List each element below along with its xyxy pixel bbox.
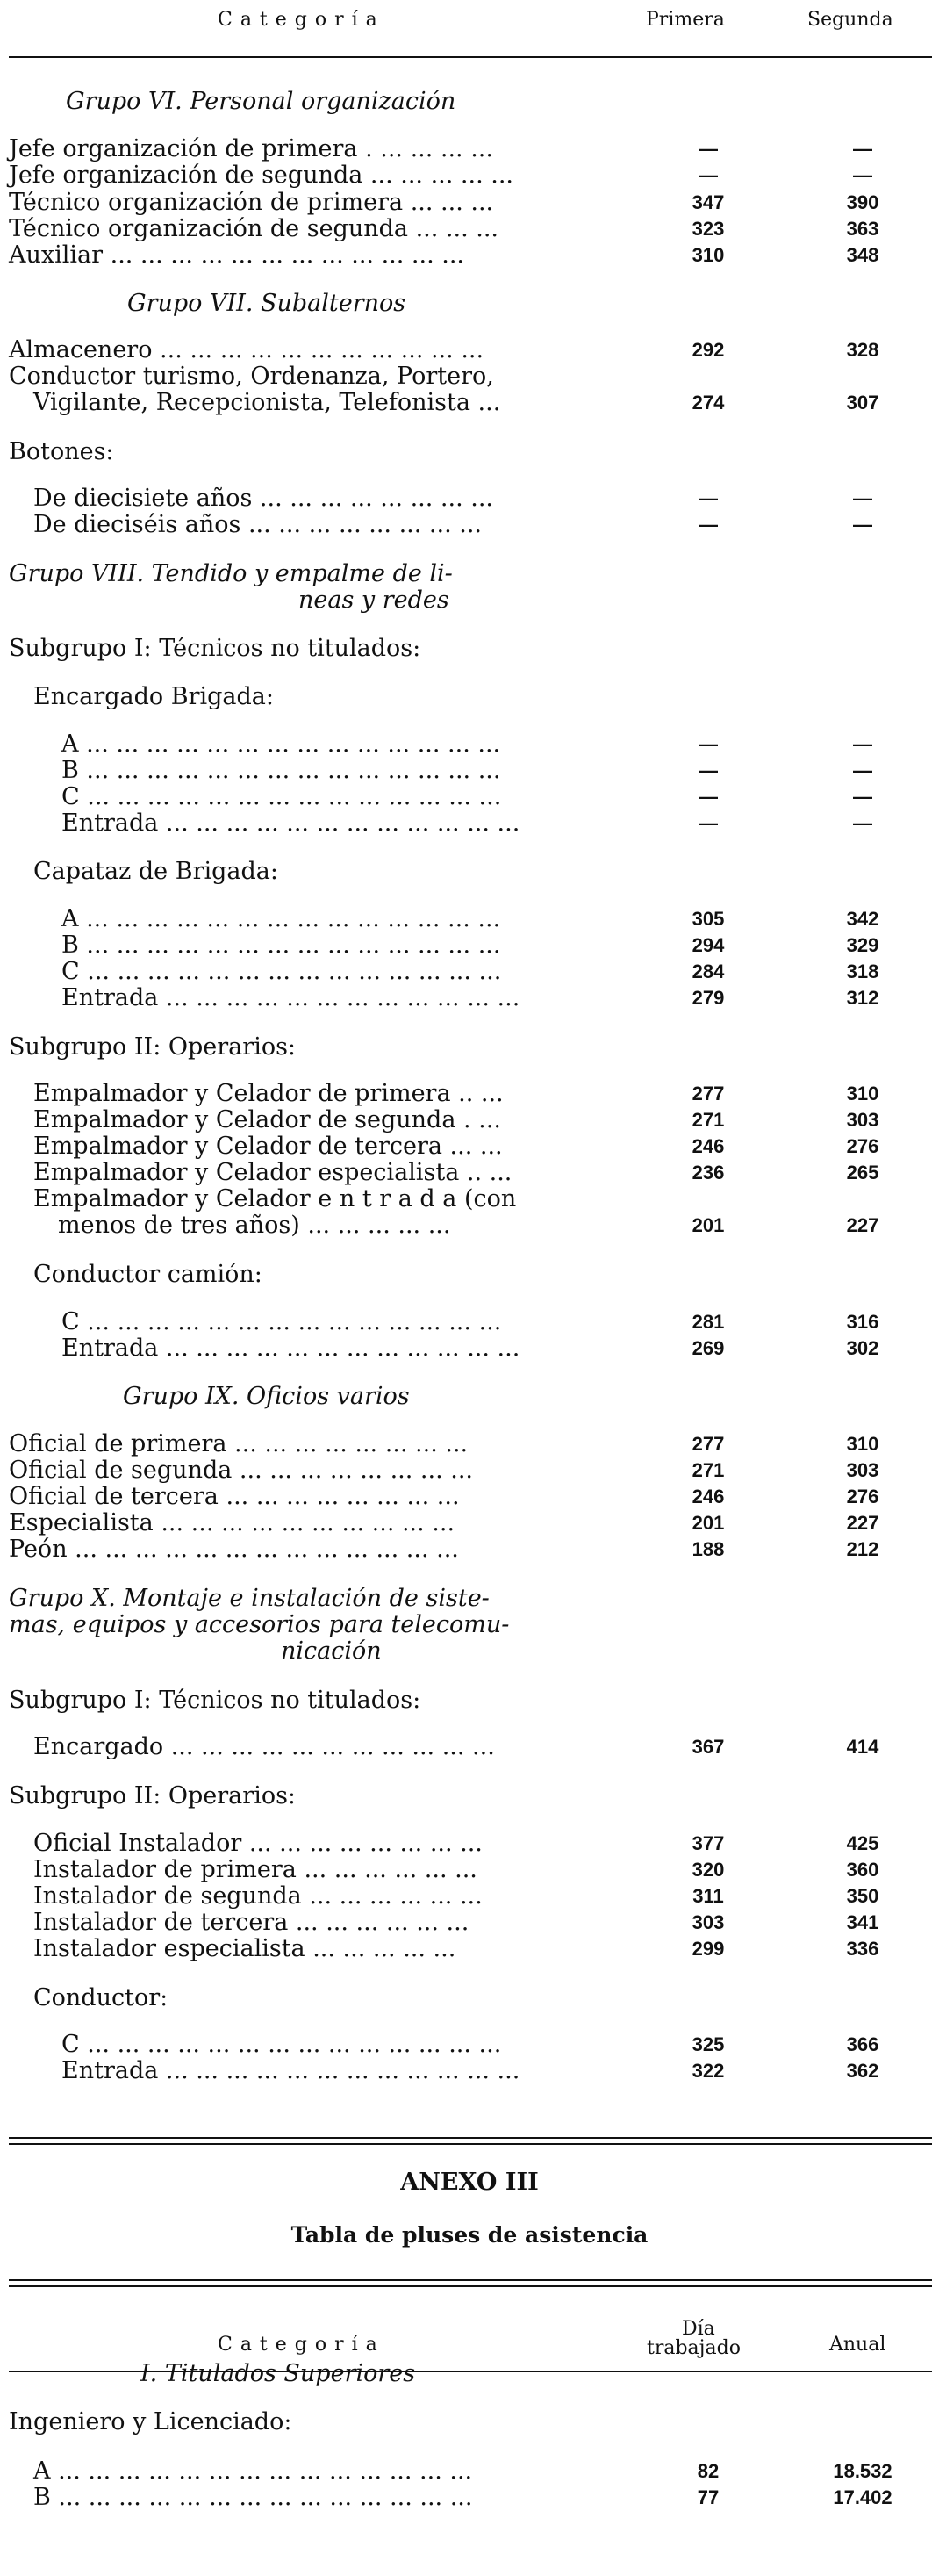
- row-label: Encargado ... ... ... ... ... ... ... ... ... ... ...: [33, 1733, 495, 1760]
- group-heading: Grupo VI. Personal organización: [66, 88, 456, 115]
- row-value-2: 318: [846, 961, 879, 982]
- table-row: [0, 1335, 939, 1362]
- row-value-2: 425: [846, 1832, 879, 1854]
- table-row: [0, 1212, 939, 1239]
- row-value-1: 281: [692, 1311, 725, 1333]
- row-value-1: 236: [692, 1162, 725, 1184]
- row-label: C ... ... ... ... ... ... ... ... ... ... ... ... ... ...: [61, 783, 502, 810]
- table-row: [0, 136, 939, 162]
- table-row: [0, 1734, 939, 1760]
- row-label: Empalmador y Celador e n t r a d a (con: [33, 1185, 517, 1212]
- row-label: Jefe organización de primera . ... ... ... ...: [9, 135, 493, 162]
- separator-double-bottom: [9, 2143, 932, 2145]
- row-value-2: —: [853, 733, 872, 755]
- table-row: [0, 1431, 939, 1457]
- row-value-1: 269: [692, 1337, 725, 1359]
- row-value-2: —: [853, 487, 872, 509]
- subgroup-label: Botones:: [9, 438, 114, 465]
- row-value-1: 277: [692, 1433, 725, 1455]
- row-value-2: 350: [846, 1885, 879, 1907]
- header2-categoria: C a t e g o r í a: [218, 2334, 378, 2356]
- row-label: Oficial de tercera ... ... ... ... ... ... ... ...: [9, 1483, 460, 1510]
- header-rule-1: [9, 56, 932, 58]
- table-row: [0, 1510, 939, 1536]
- row-label: Empalmador y Celador de tercera ... ...: [33, 1133, 503, 1160]
- row-label: menos de tres años) ... ... ... ... ...: [58, 1212, 451, 1239]
- row-value-1: 294: [692, 934, 725, 956]
- row-label: Técnico organización de primera ... ... ...: [9, 189, 494, 216]
- group-heading: Grupo IX. Oficios varios: [123, 1383, 410, 1410]
- row-value-2: 302: [846, 1337, 879, 1359]
- table-row: [0, 1910, 939, 1936]
- row-value-2: —: [853, 514, 872, 536]
- row-label: Oficial de primera ... ... ... ... ... ... ... ...: [9, 1430, 469, 1457]
- row-value-2: 265: [846, 1162, 879, 1184]
- row-value-2: 276: [846, 1135, 879, 1157]
- row-label: Instalador de segunda ... ... ... ... ... ...: [33, 1882, 483, 1910]
- row-value-2: —: [853, 786, 872, 808]
- table-row: [0, 1883, 939, 1910]
- subgroup-label: Subgrupo I: Técnicos no titulados:: [9, 1687, 421, 1714]
- row-value-1: —: [699, 733, 718, 755]
- row-value-1: 201: [692, 1512, 725, 1534]
- row-value-1: 284: [692, 961, 725, 982]
- row-value-2: 414: [846, 1736, 879, 1758]
- row-value-1: 303: [692, 1911, 725, 1933]
- row-label: Almacenero ... ... ... ... ... ... ... ... ... ... ...: [9, 336, 484, 363]
- row-value-2: 276: [846, 1486, 879, 1507]
- table-row: [0, 1831, 939, 1857]
- row-label: Entrada ... ... ... ... ... ... ... ... ... ... ... ...: [61, 809, 520, 837]
- row-value-2: 310: [846, 1083, 879, 1105]
- row-label: C ... ... ... ... ... ... ... ... ... ... ... ... ... ...: [61, 2031, 502, 2058]
- subgroup-label: Subgrupo I: Técnicos no titulados:: [9, 635, 421, 662]
- row-value-1: 305: [692, 908, 725, 930]
- row-label: A ... ... ... ... ... ... ... ... ... ... ... ... ... ...: [33, 2457, 473, 2485]
- table-row: [0, 2058, 939, 2084]
- row-label: Conductor turismo, Ordenanza, Portero,: [9, 363, 494, 390]
- header2-trabajado: trabajado: [647, 2337, 741, 2359]
- row-label: Instalador de tercera ... ... ... ... ... ...: [33, 1909, 470, 1936]
- table-row: [0, 2485, 939, 2511]
- group-heading: I. Titulados Superiores: [140, 2360, 416, 2387]
- row-value-1: —: [699, 138, 718, 160]
- table-row: [0, 1936, 939, 1962]
- row-label: Entrada ... ... ... ... ... ... ... ... ... ... ... ...: [61, 2057, 520, 2084]
- row-value-1: 246: [692, 1135, 725, 1157]
- row-value-1: 347: [692, 191, 725, 213]
- table-row: [0, 190, 939, 216]
- row-value-1: 299: [692, 1938, 725, 1960]
- row-value-2: 307: [846, 392, 879, 414]
- row-label: Oficial de segunda ... ... ... ... ... ... ... ...: [9, 1457, 473, 1484]
- table-row: [0, 784, 939, 810]
- table-row: [0, 959, 939, 985]
- row-value-1: 201: [692, 1214, 725, 1236]
- row-value-1: 311: [692, 1885, 724, 1907]
- row-value-1: —: [699, 786, 718, 808]
- row-label: A ... ... ... ... ... ... ... ... ... ... ... ... ... ...: [61, 905, 501, 932]
- table-row: [0, 363, 939, 390]
- row-value-2: 342: [846, 908, 879, 930]
- annex-subtitle: Tabla de pluses de asistencia: [290, 2222, 649, 2248]
- row-value-1: —: [699, 487, 718, 509]
- row-value-2: 362: [846, 2060, 879, 2082]
- header-primera: Primera: [646, 9, 725, 31]
- table-row: [0, 758, 939, 784]
- row-value-2: 348: [846, 244, 879, 266]
- annex-title: ANEXO III: [400, 2169, 539, 2196]
- row-value-2: 18.532: [833, 2460, 892, 2482]
- row-value-2: 303: [846, 1459, 879, 1481]
- row-value-1: —: [699, 164, 718, 186]
- row-value-1: 325: [692, 2033, 725, 2055]
- row-value-2: 366: [846, 2033, 879, 2055]
- table-row: [0, 1457, 939, 1484]
- group-heading: Grupo X. Montaje e instalación de siste-: [9, 1585, 490, 1612]
- table-row: [0, 337, 939, 363]
- table-row: [0, 242, 939, 269]
- row-value-1: —: [699, 514, 718, 536]
- group-heading: mas, equipos y accesorios para telecomu-: [9, 1611, 510, 1638]
- row-value-2: 316: [846, 1311, 879, 1333]
- row-value-2: 360: [846, 1859, 879, 1881]
- row-value-1: 367: [692, 1736, 725, 1758]
- row-label: De diecisiete años ... ... ... ... ... ... ... ...: [33, 485, 493, 512]
- row-value-1: 246: [692, 1486, 725, 1507]
- row-value-1: 188: [692, 1538, 725, 1560]
- row-value-1: 320: [692, 1859, 725, 1881]
- row-value-1: 279: [692, 987, 725, 1009]
- table-row: [0, 216, 939, 242]
- row-label: Entrada ... ... ... ... ... ... ... ... ... ... ... ...: [61, 1335, 520, 1362]
- table-row: [0, 932, 939, 959]
- table-row: [0, 1484, 939, 1510]
- row-label: Técnico organización de segunda ... ... ...: [9, 215, 498, 242]
- row-label: C ... ... ... ... ... ... ... ... ... ... ... ... ... ...: [61, 1308, 502, 1335]
- row-value-1: 292: [692, 339, 725, 361]
- table-row: [0, 985, 939, 1011]
- row-label: B ... ... ... ... ... ... ... ... ... ... ... ... ... ...: [61, 932, 501, 959]
- table-row: [0, 486, 939, 512]
- table-row: [0, 731, 939, 758]
- row-value-1: —: [699, 759, 718, 781]
- row-label: Jefe organización de segunda ... ... ... ... ...: [9, 162, 514, 189]
- subgroup-label: Encargado Brigada:: [33, 683, 274, 710]
- row-value-2: 312: [846, 987, 879, 1009]
- header-segunda: Segunda: [807, 9, 893, 31]
- row-value-2: —: [853, 759, 872, 781]
- row-label: Auxiliar ... ... ... ... ... ... ... ... ... ... ... ...: [9, 241, 464, 269]
- table-row: [0, 1309, 939, 1335]
- row-label: Instalador de primera ... ... ... ... ... ...: [33, 1856, 477, 1883]
- subgroup-label: Capataz de Brigada:: [33, 858, 278, 885]
- row-label: Empalmador y Celador de segunda . ...: [33, 1106, 501, 1133]
- table-row: [0, 390, 939, 416]
- row-label: Entrada ... ... ... ... ... ... ... ... ... ... ... ...: [61, 984, 520, 1011]
- separator-double-top-2: [9, 2279, 932, 2281]
- row-label: A ... ... ... ... ... ... ... ... ... ... ... ... ... ...: [61, 730, 501, 758]
- row-value-2: 227: [846, 1512, 879, 1534]
- row-value-2: 303: [846, 1109, 879, 1131]
- row-value-2: —: [853, 164, 872, 186]
- row-value-2: 227: [846, 1214, 879, 1236]
- group-heading: nicación: [281, 1637, 382, 1665]
- row-value-2: 328: [846, 339, 879, 361]
- row-value-2: 336: [846, 1938, 879, 1960]
- row-value-2: 390: [846, 191, 879, 213]
- header2-dia: Día: [682, 2318, 715, 2340]
- row-value-1: 77: [697, 2486, 720, 2508]
- row-label: B ... ... ... ... ... ... ... ... ... ... ... ... ... ...: [61, 757, 501, 784]
- row-value-1: 271: [692, 1459, 725, 1481]
- row-label: Instalador especialista ... ... ... ... ...: [33, 1935, 456, 1962]
- row-value-2: 212: [846, 1538, 879, 1560]
- row-value-1: 82: [697, 2460, 720, 2482]
- row-value-2: 329: [846, 934, 879, 956]
- row-label: Peón ... ... ... ... ... ... ... ... ... ... ... ... ...: [9, 1536, 459, 1563]
- row-value-2: 310: [846, 1433, 879, 1455]
- header2-anual: Anual: [829, 2334, 886, 2356]
- row-value-1: —: [699, 812, 718, 834]
- group-heading: Grupo VII. Subalternos: [127, 290, 406, 317]
- row-value-1: 310: [692, 244, 725, 266]
- row-label: De dieciséis años ... ... ... ... ... ... ... ...: [33, 511, 483, 538]
- subgroup-label: Subgrupo II: Operarios:: [9, 1033, 297, 1061]
- row-value-2: —: [853, 138, 872, 160]
- table-row: [0, 1536, 939, 1563]
- row-value-1: 377: [692, 1832, 725, 1854]
- table-row: [0, 1107, 939, 1133]
- subgroup-label: Conductor:: [33, 1984, 168, 2011]
- table-row: [0, 1133, 939, 1160]
- row-value-2: —: [853, 812, 872, 834]
- table-row: [0, 1081, 939, 1107]
- row-value-2: 341: [846, 1911, 879, 1933]
- separator-double-top: [9, 2137, 932, 2139]
- row-label: Vigilante, Recepcionista, Telefonista ...: [33, 389, 501, 416]
- table-row: [0, 1186, 939, 1212]
- row-value-2: 17.402: [833, 2486, 892, 2508]
- row-value-1: 271: [692, 1109, 725, 1131]
- table-row: [0, 2458, 939, 2485]
- subgroup-label: Subgrupo II: Operarios:: [9, 1782, 297, 1810]
- row-label: Especialista ... ... ... ... ... ... ... ... ... ...: [9, 1509, 455, 1536]
- row-label: Oficial Instalador ... ... ... ... ... ... ... ...: [33, 1830, 483, 1857]
- group-heading: Grupo VIII. Tendido y empalme de li-: [9, 560, 453, 587]
- table-row: [0, 906, 939, 932]
- subgroup-label: Conductor camión:: [33, 1261, 262, 1288]
- table-row: [0, 1857, 939, 1883]
- group-heading: neas y redes: [298, 586, 449, 614]
- row-value-1: 277: [692, 1083, 725, 1105]
- subgroup-label: Ingeniero y Licenciado:: [9, 2408, 292, 2436]
- row-value-1: 322: [692, 2060, 725, 2082]
- row-value-1: 274: [692, 392, 725, 414]
- row-value-1: 323: [692, 218, 725, 240]
- table-row: [0, 162, 939, 189]
- separator-double-bottom-2: [9, 2285, 932, 2287]
- row-value-2: 363: [846, 218, 879, 240]
- row-label: Empalmador y Celador especialista .. ...: [33, 1159, 513, 1186]
- row-label: Empalmador y Celador de primera .. ...: [33, 1080, 504, 1107]
- table-row: [0, 810, 939, 837]
- table-row: [0, 1160, 939, 1186]
- row-label: C ... ... ... ... ... ... ... ... ... ... ... ... ... ...: [61, 958, 502, 985]
- table-row: [0, 512, 939, 538]
- header-categoria: C a t e g o r í a: [218, 9, 378, 31]
- row-label: B ... ... ... ... ... ... ... ... ... ... ... ... ... ...: [33, 2484, 473, 2511]
- table-row: [0, 2032, 939, 2058]
